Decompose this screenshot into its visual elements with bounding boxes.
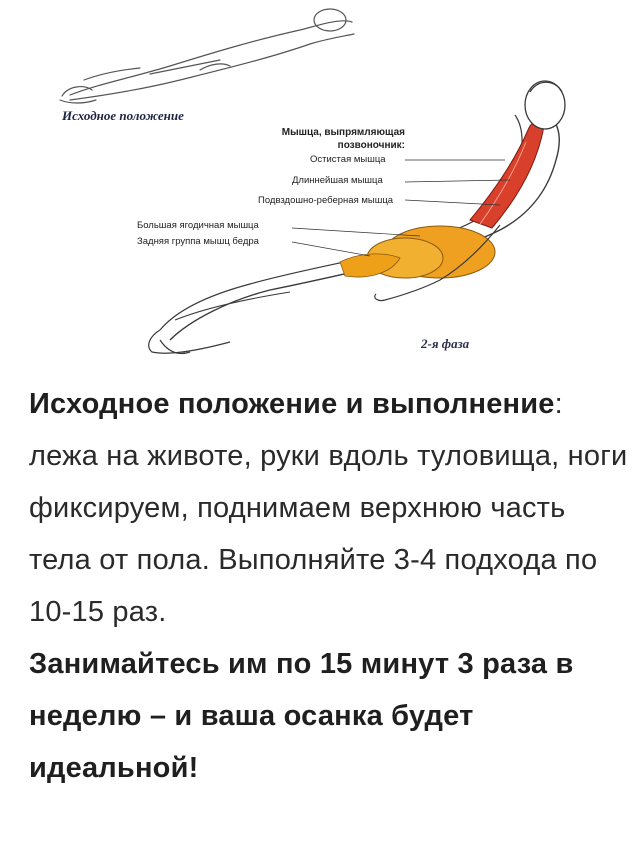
caption-start-position: Исходное положение [62, 108, 184, 123]
lying-figure [60, 9, 354, 103]
description-heading: Исходное положение и выполнение [29, 388, 555, 420]
muscle-group-title-line1: Мышца, выпрямляющая [281, 127, 405, 138]
muscle-label: Длиннейшая мышца [292, 175, 383, 186]
caption-phase-2: 2-я фаза [421, 336, 470, 351]
exercise-illustration [0, 0, 640, 370]
exercise-description [29, 378, 629, 794]
muscle-label: Большая ягодичная мышца [137, 220, 259, 231]
closing-note: Занимайтесь им по 15 минут 3 раза в неделю – и ваша осанка будет идеальной! [29, 648, 574, 784]
phase2-figure [149, 81, 565, 354]
muscle-label: Задняя группа мышц бедра [137, 236, 259, 247]
muscle-group-title [257, 126, 405, 152]
muscle-group-title-line2: позвоночник: [337, 140, 405, 151]
muscle-label: Остистая мышца [310, 154, 386, 165]
description-body: : лежа на животе, руки вдоль туловища, ноги фиксируем, поднимаем верхнюю часть тела от пола. Выполняйте 3-4 подхода по 10-15 раз. [29, 388, 628, 628]
muscle-label: Подвздошно-реберная мышца [258, 195, 394, 206]
